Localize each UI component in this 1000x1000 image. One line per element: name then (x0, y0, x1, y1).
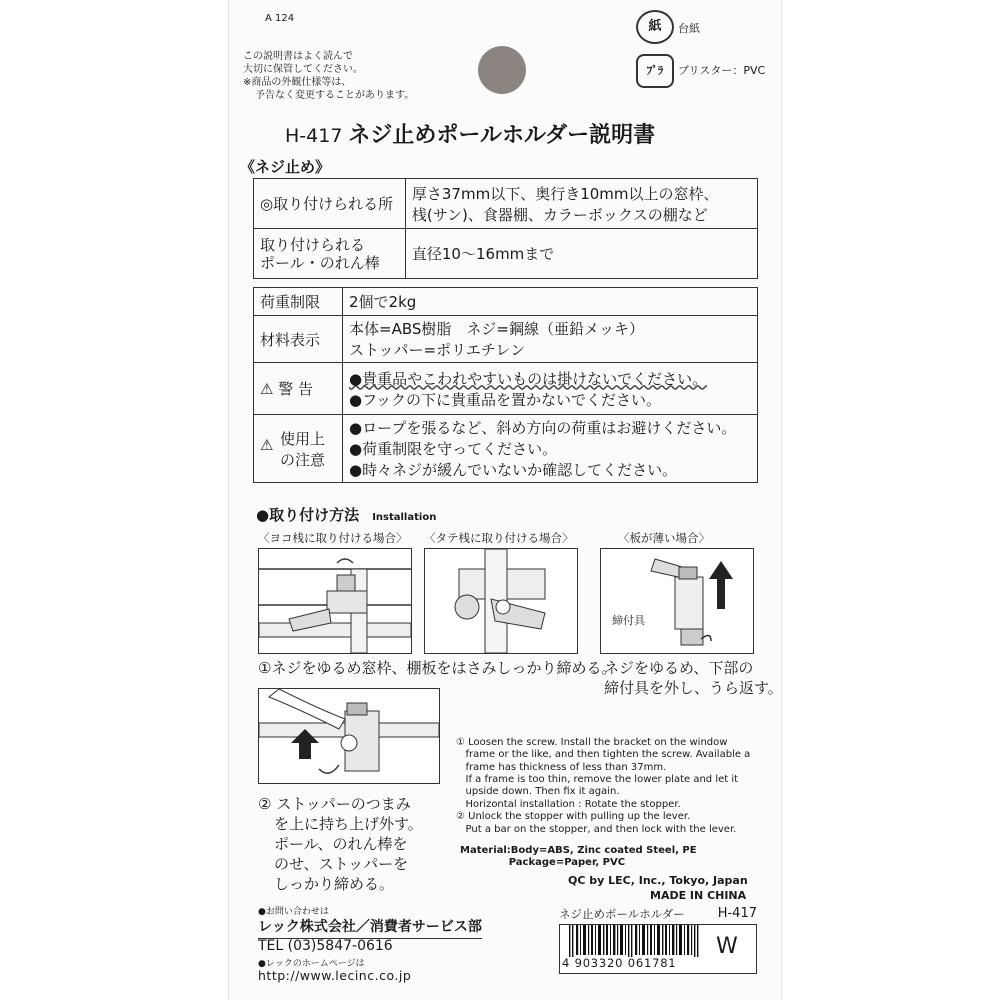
caution-label: ⚠ 使用上 の注意 (254, 415, 343, 483)
mount-label: ◎取り付けられる所 (254, 179, 406, 229)
telephone: TEL (03)5847-0616 (258, 938, 393, 954)
stopper-illustration (258, 688, 440, 784)
section-screw: 《ネジ止め》 (240, 158, 331, 176)
product-line: ネジ止めポールホルダー H-417 (559, 906, 757, 921)
website-url: http://www.lecinc.co.jp (258, 968, 412, 983)
warning-items: ●貴重品やこわれやすいものは掛けないでください。 ●フックの下に貴重品を置かないでください。 (343, 363, 758, 415)
qc-text: QC by LEC, Inc., Tokyo, Japan (568, 874, 748, 887)
plastic-recycle-icon: ﾌﾟﾗ (636, 54, 674, 88)
thin-board-text: ネジをゆるめ、下部の 締付具を外し、うら返す。 (604, 659, 783, 697)
color-variant: W (716, 934, 738, 959)
english-instructions: ① Loosen the screw. Install the bracket on the window frame or the like, and then tighten the screw. Available a frame has thickness of less than 37mm. If a frame is too thin, remove the lower plate and let it upside down. Then fix it again. Horizontal installation : Rotate the stopper. ② Unlock the stopper with pulling up the lever. Put a bar on the stopper, and then lock with the lever. (456, 736, 751, 835)
panel-label-horizontal: 〈ヨコ桟に取り付ける場合〉 (258, 531, 408, 545)
thin-board-illustration (600, 548, 754, 654)
caution-items: ●ロープを張るなど、斜め方向の荷重はお避けください。 ●荷重制限を守ってください。 ●時々ネジが緩んでいないか確認してください。 (343, 415, 758, 483)
panel-label-thin: 〈板が薄い場合〉 (618, 531, 710, 545)
step-1-text: ①ネジをゆるめ窓枠、棚板をはさみしっかり締める。 (258, 659, 617, 677)
company-name: レック株式会社／消費者サービス部 (258, 916, 482, 939)
web-label: ●レックのホームページは (258, 959, 365, 969)
pole-label: 取り付けられる ポール・のれん棒 (254, 229, 406, 279)
pole-value: 直径10～16mmまで (405, 229, 757, 279)
load-value: 2個で2kg (343, 288, 758, 316)
panel-label-vertical: 〈タテ桟に取り付ける場合〉 (424, 531, 574, 545)
product-code: A 124 (265, 13, 295, 24)
notice-text: この説明書はよく読んで 大切に保管してください。 ※商品の外観仕様等は、 予告なく変更することがあります。 (243, 51, 415, 101)
step-2-text: ② ストッパーのつまみ を上に持ち上げ外す。 ポール、のれん棒を のせ、ストッパーを しっかり締める。 (258, 795, 423, 893)
page-title: H-417 ネジ止めポールホルダー説明書 (285, 123, 656, 148)
install-heading: ●取り付け方法 Installation (256, 506, 437, 524)
horizontal-illustration (258, 548, 412, 654)
material-label: 材料表示 (254, 316, 343, 363)
made-in-text: MADE IN CHINA (650, 889, 747, 902)
paper-recycle-icon: 紙 (636, 10, 674, 44)
vertical-illustration (424, 548, 578, 654)
barcode-number: 4 903320 061781 (562, 956, 677, 970)
spec-table (253, 178, 758, 483)
contact-label: ●お問い合わせは (258, 907, 329, 917)
mount-value: 厚さ37mm以下、奥行き10mm以上の窓枠、 桟(サン)、食器棚、カラーボックスの棚など (405, 179, 757, 229)
paper-label: 台紙 (678, 22, 700, 35)
warning-icon: ⚠ (260, 380, 274, 398)
material-english: Material:Body=ABS, Zinc coated Steel, PE Package=Paper, PVC (460, 844, 697, 869)
fastener-label: 締付具 (612, 614, 645, 627)
plastic-label: ブリスター：PVC (678, 64, 766, 77)
load-label: 荷重制限 (254, 288, 343, 316)
material-value: 本体=ABS樹脂 ネジ=鋼線（亜鉛メッキ） ストッパー=ポリエチレン (343, 316, 758, 363)
warning-icon: ⚠ (260, 435, 274, 454)
hang-hole (478, 46, 526, 94)
warning-label: ⚠ 警 告 (254, 363, 343, 415)
